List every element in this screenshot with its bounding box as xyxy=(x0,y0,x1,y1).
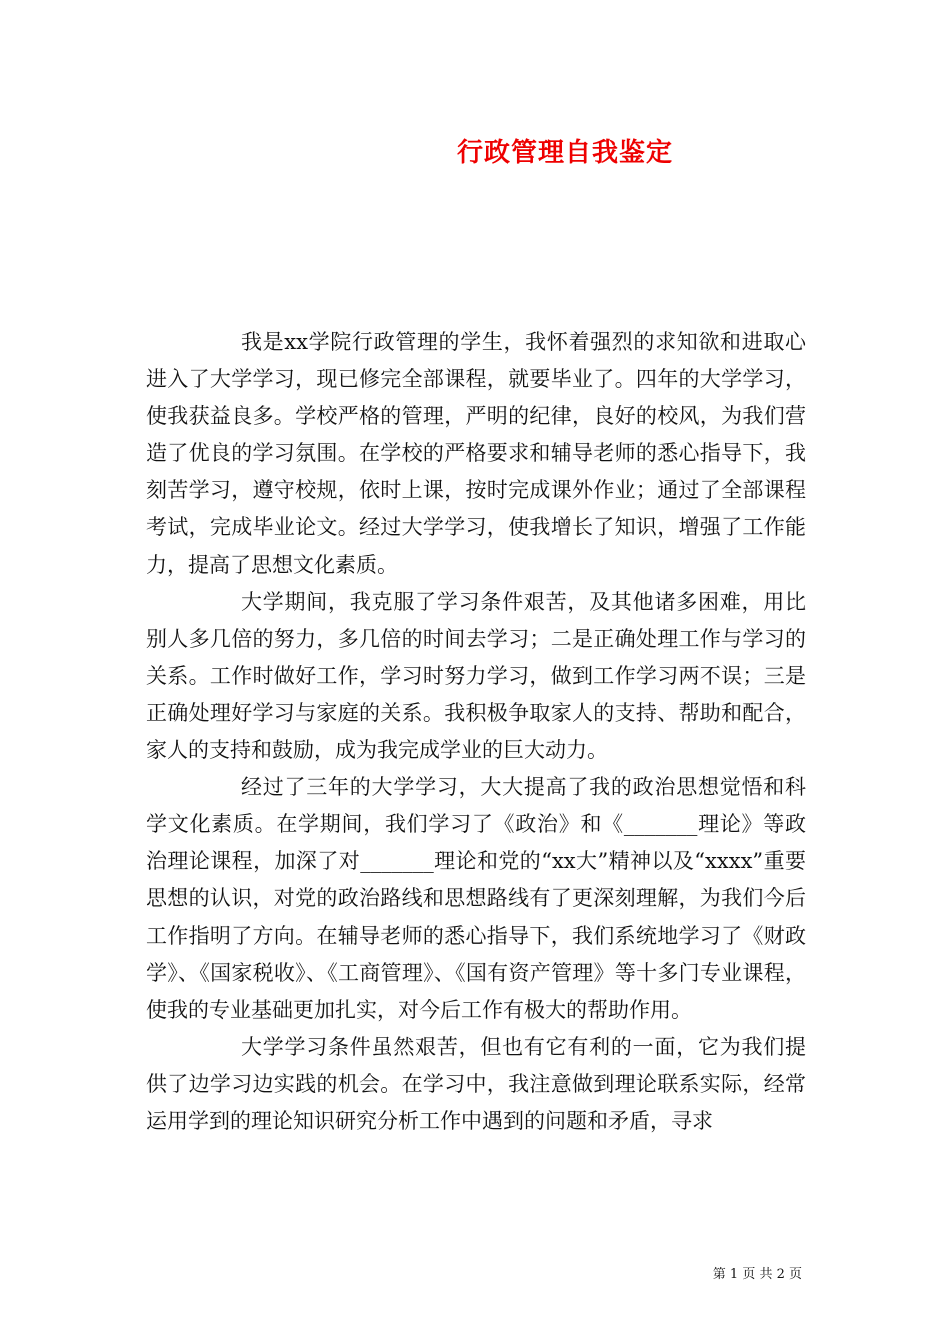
document-title: 行政管理自我鉴定 xyxy=(456,138,673,168)
paragraph-1: 我是xx学院行政管理的学生，我怀着强烈的求知欲和进取心进入了大学学习，现已修完全部课程，就要毕业了。四年的大学学习，使我获益良多。学校严格的管理，严明的纪律，良好的校风，为我们营造了优良的学习氛围。在学校的严格要求和辅导老师的悉心指导下，我刻苦学习，遵守校规，依时上课，按时完成课外作业；通过了全部课程考试，完成毕业论文。经过大学学习，使我增长了知识，增强了工作能力，提高了思想文化素质。 xyxy=(146,330,806,577)
paragraph-4: 大学学习条件虽然艰苦，但也有它有利的一面，它为我们提供了边学习边实践的机会。在学习中，我注意做到理论联系实际，经常运用学到的理论知识研究分析工作中遇到的问题和矛盾，寻求 xyxy=(146,1034,806,1133)
paragraph-2: 大学期间，我克服了学习条件艰苦，及其他诸多困难，用比别人多几倍的努力，多几倍的时间去学习；二是正确处理工作与学习的关系。工作时做好工作，学习时努力学习，做到工作学习两不误；三是正确处理好学习与家庭的关系。我积极争取家人的支持、帮助和配合，家人的支持和鼓励，成为我完成学业的巨大动力。 xyxy=(146,589,806,763)
paragraph-3: 经过了三年的大学学习，大大提高了我的政治思想觉悟和科学文化素质。在学期间，我们学习了《政治》和《_______理论》等政治理论课程，加深了对_______理论和党的“xx大”精神以及“xxxx”重要思想的认识，对党的政治路线和思想路线有了更深刻理解，为我们今后工作指明了方向。在辅导老师的悉心指导下，我们系统地学习了《财政学》、《国家税收》、《工商管理》、《国有资产管理》等十多门专业课程，使我的专业基础更加扎实，对今后工作有极大的帮助作用。 xyxy=(146,775,806,1022)
document-body xyxy=(146,324,806,1140)
page-number: 第 1 页 共 2 页 xyxy=(712,1267,802,1282)
